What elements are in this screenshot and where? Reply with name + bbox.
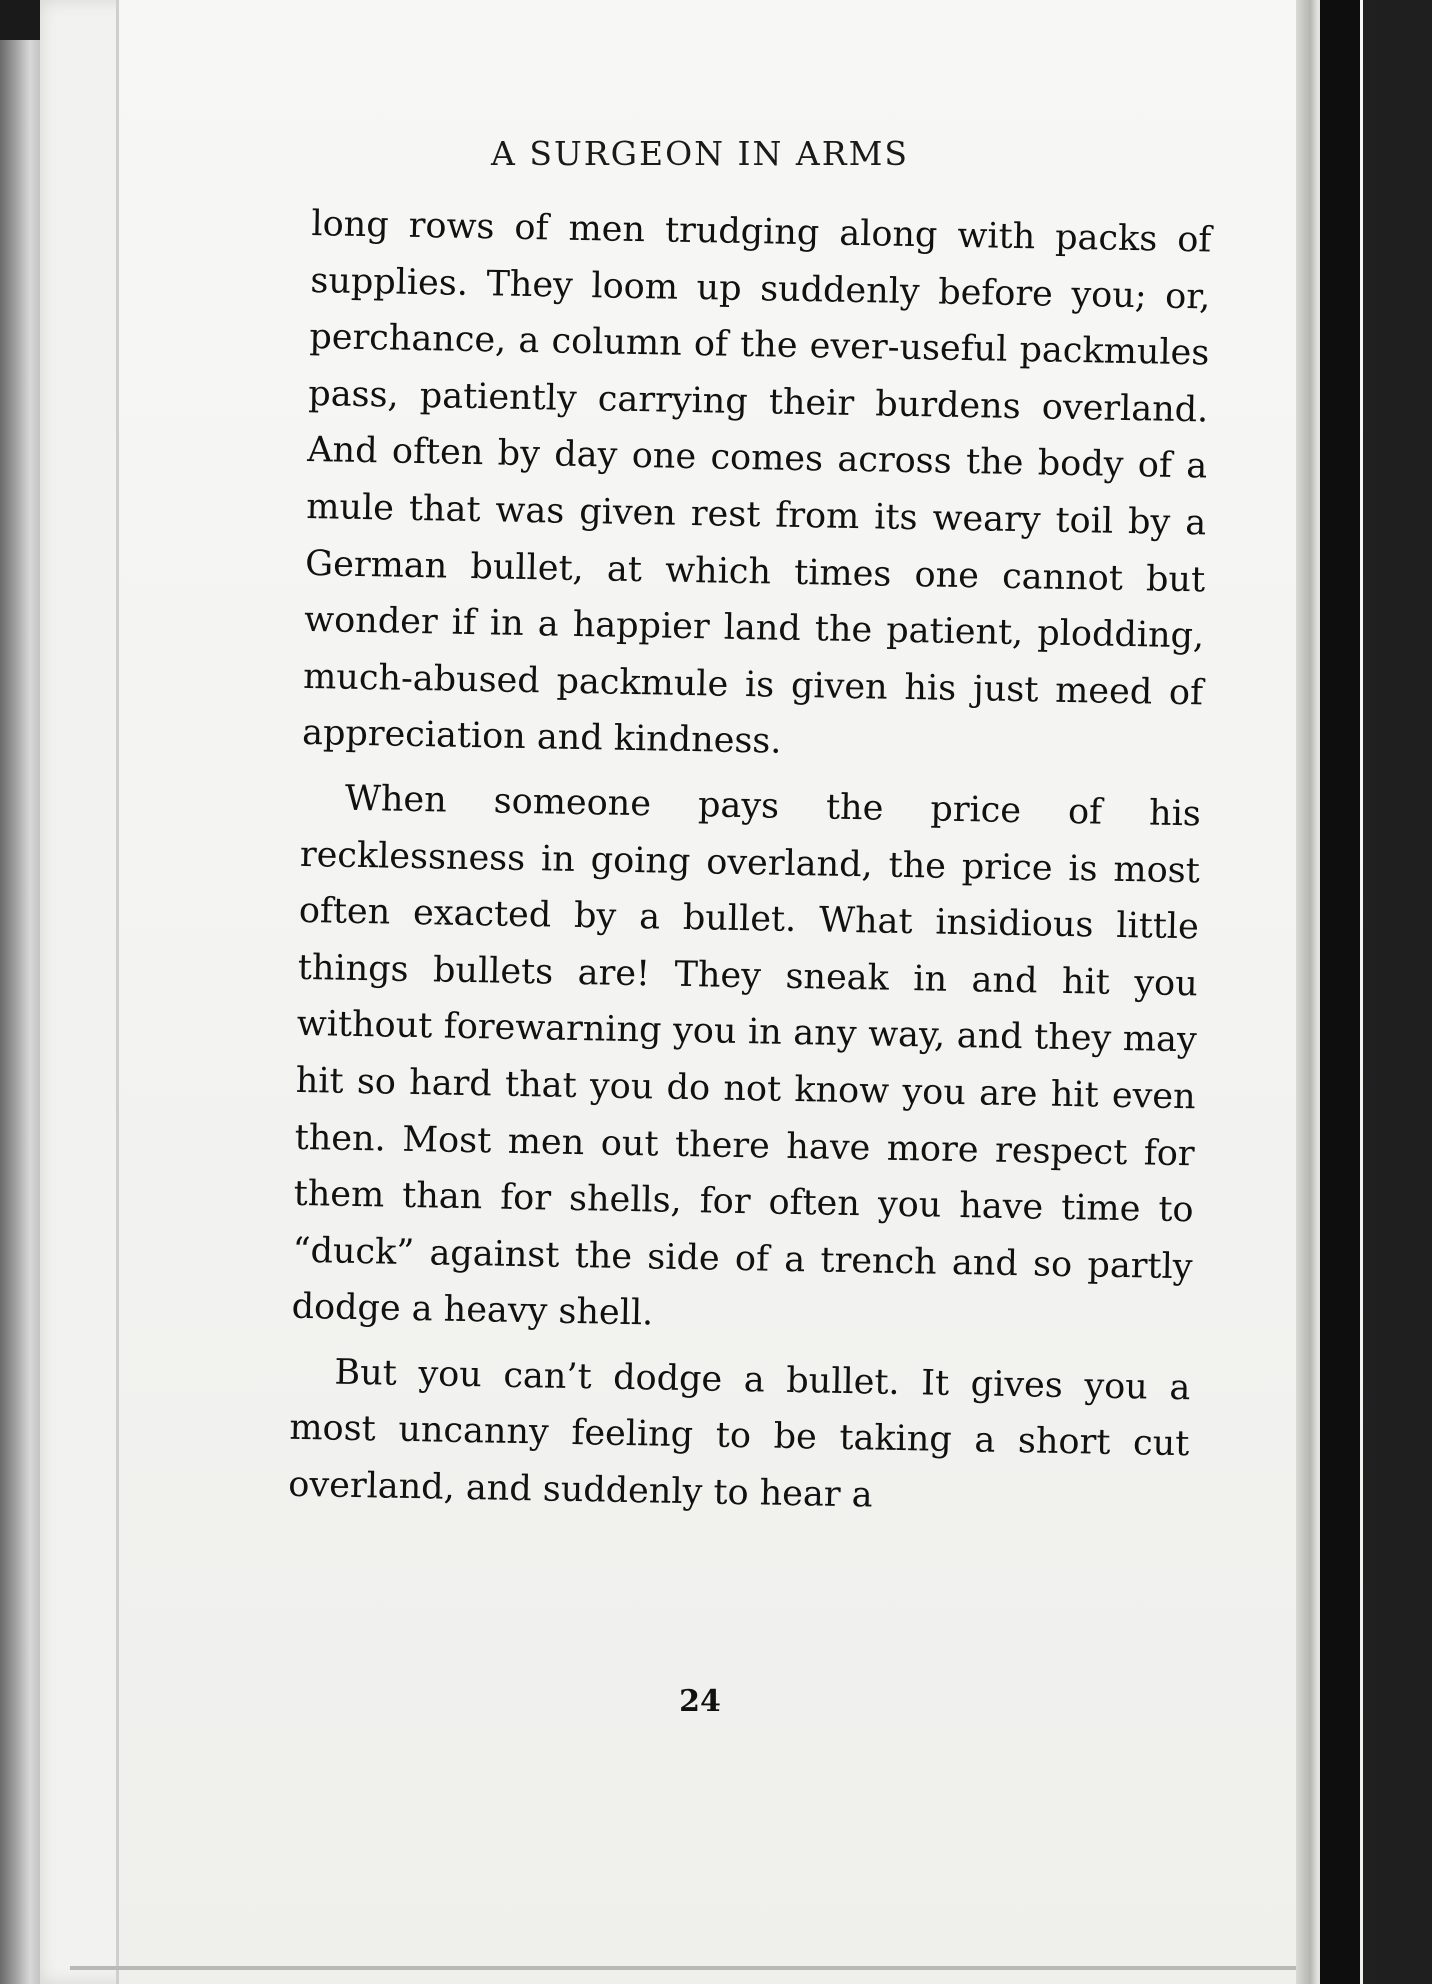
paragraph: When someone pays the price of his recklessness in going overland, the price is most often exacted by a bullet. What insidious little things bullets are! They sneak in and hit you without forewarning you in any way, and they may hit so hard that you do not know you are hit even then. Most men out there have more respect for them than for shells, for often you have time to “duck” against the side of a trench and so partly dodge a heavy shell. <box>291 778 1202 1334</box>
page-number: 24 <box>679 1684 721 1719</box>
paragraph: But you can’t dodge a bullet. It gives you a most uncanny feeling to be taking a short cut overland, and suddenly to hear a <box>288 1352 1191 1516</box>
body-text <box>288 196 1212 1538</box>
paragraph-continued: long rows of men trudging along with packs of supplies. They loom up suddenly before you; or, perchance, a column of the ever-useful packmules pass, patiently carrying their burdens overland. And often by day one comes across the body of a mule that was given rest from its weary toil by a German bullet, at which times one cannot but wonder if in a happier land the patient, plodding, much-abused packmule is given his just meed of appreciation and kindness. <box>301 203 1212 763</box>
running-head: A SURGEON IN ARMS <box>491 134 909 173</box>
page-edge <box>70 1966 1360 1970</box>
book-page <box>40 0 1360 1984</box>
